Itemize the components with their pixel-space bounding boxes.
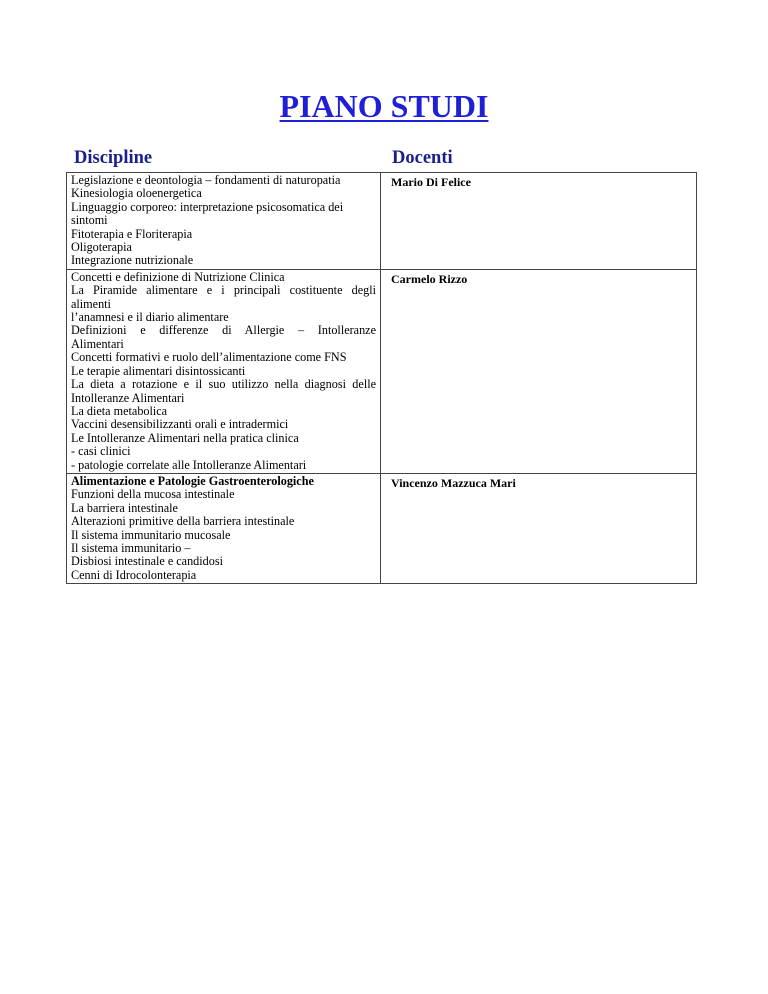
discipline-section-heading: Alimentazione e Patologie Gastroenterologiche (71, 473, 314, 488)
discipline-item: l’anamnesi e il diario alimentare (71, 310, 229, 325)
column-header-discipline: Discipline (74, 148, 153, 168)
discipline-item: Oligoterapia (71, 240, 132, 255)
discipline-item: Cenni di Idrocolonterapia (71, 567, 197, 582)
discipline-item: sintomi (71, 213, 108, 228)
discipline-item: Legislazione e deontologia – fondamenti di naturopatia (71, 173, 341, 187)
teacher-cell (381, 269, 697, 473)
teacher-name: Vincenzo Mazzuca Mari (391, 475, 516, 490)
discipline-item: Disbiosi intestinale e candidosi (71, 554, 223, 569)
discipline-cell (67, 473, 381, 583)
discipline-item: - casi clinici (71, 444, 131, 459)
discipline-item: Funzioni della mucosa intestinale (71, 487, 235, 502)
discipline-item: Alterazioni primitive della barriera intestinale (71, 514, 295, 529)
discipline-item: Kinesiologia oloenergetica (71, 186, 202, 201)
discipline-item: Vaccini desensibilizzanti orali e intradermici (71, 417, 289, 432)
discipline-item: Alimentari (71, 336, 124, 351)
teacher-cell (381, 473, 697, 583)
discipline-item: La barriera intestinale (71, 500, 178, 515)
discipline-item: Le terapie alimentari disintossicanti (71, 363, 246, 378)
table-row (67, 269, 697, 473)
discipline-item: alimenti (71, 296, 111, 311)
discipline-item: Intolleranze Alimentari (71, 390, 185, 405)
discipline-cell (67, 173, 381, 270)
discipline-item: - patologie correlate alle Intolleranze Alimentari (71, 457, 307, 472)
discipline-item: La dieta a rotazione e il suo utilizzo nella diagnosi delle (71, 377, 376, 392)
discipline-item: Le Intolleranze Alimentari nella pratica clinica (71, 430, 299, 445)
discipline-item: Il sistema immunitario – (71, 540, 191, 555)
discipline-item: Concetti formativi e ruolo dell’alimentazione come FNS (71, 350, 347, 365)
discipline-item: La dieta metabolica (71, 403, 168, 418)
discipline-cell (67, 269, 381, 473)
discipline-item: Il sistema immunitario mucosale (71, 527, 231, 542)
table-row (67, 473, 697, 583)
discipline-item: Fitoterapia e Floriterapia (71, 226, 193, 241)
teacher-name: Mario Di Felice (391, 175, 471, 189)
study-plan-table (66, 172, 697, 584)
teacher-name: Carmelo Rizzo (391, 271, 468, 286)
column-header-teachers: Docenti (392, 148, 453, 168)
page-title: PIANO STUDI (279, 88, 489, 124)
discipline-item: Integrazione nutrizionale (71, 253, 194, 268)
discipline-item: Linguaggio corporeo: interpretazione psicosomatica dei (71, 199, 344, 214)
discipline-item: La Piramide alimentare e i principali costituente degli (71, 283, 376, 298)
table-row (67, 173, 697, 270)
teacher-cell (381, 173, 697, 270)
discipline-item: Concetti e definizione di Nutrizione Clinica (71, 269, 285, 284)
discipline-item: Definizioni e differenze di Allergie – Intolleranze (71, 323, 376, 338)
